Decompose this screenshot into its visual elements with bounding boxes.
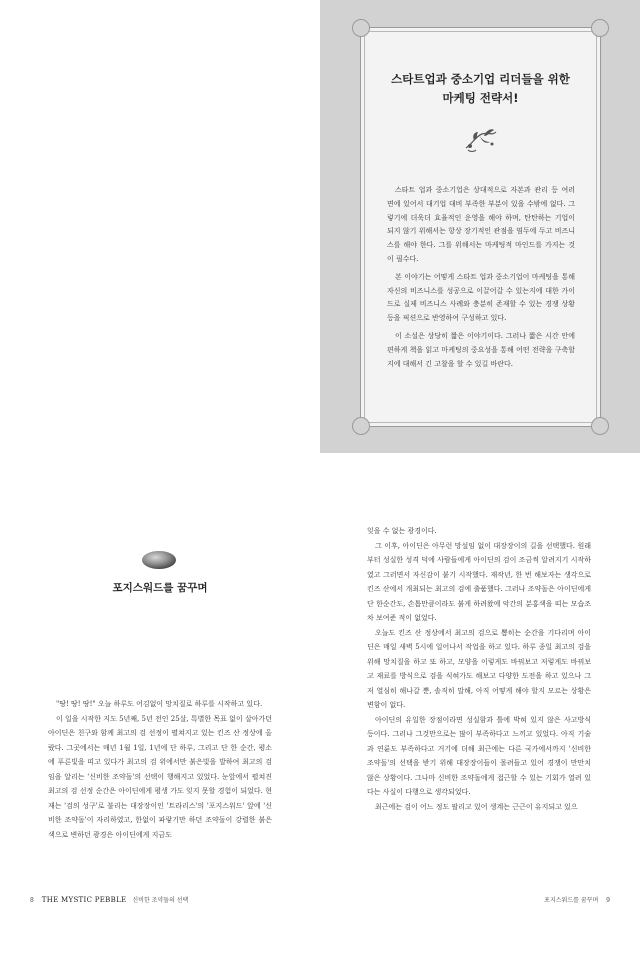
- book-subtitle: 신비한 조약돌의 선택: [132, 897, 189, 904]
- body-paragraph: 이 일을 시작한 지도 5년째, 5년 전인 25살, 특별한 목표 없이 살아가던 아이딘은 친구와 함께 최고의 검 선정이 펼쳐지고 있는 킨즈 산 정상에 올랐다. 그곳에서는 매년 1월 1일, 1년에 단 하루, 그리고 단 한 순간, 평소에 푸른빛을 띠고 있다가 최고의 검 위에서만 붉은빛을 발하여 최고의 검임을 알리는 '신비한 조약돌'의 선택이 행해지고 있었다. 눈앞에서 펼쳐진 최고의 검 선정 순간은 아이딘에게 평생 가도 잊지 못할 경험이 되었다. 현재는 '검의 성구'로 불리는 대장장이인 '트라리스'의 '포지스워드' 앞에 '신비한 조약돌'이 자리하였고, 한없이 파랗기만 하던 조약돌이 강렬한 붉은색으로 변하던 광경은 아이딘에게 지금도: [48, 714, 272, 839]
- body-paragraph: 잊을 수 없는 광경이다.: [367, 527, 437, 535]
- pebble-icon: [141, 550, 177, 570]
- page-number-left: 8: [30, 897, 34, 904]
- chapter-title: 포지스워드를 꿈꾸며: [112, 582, 208, 594]
- body-paragraph: 그 이후, 아이딘은 아무런 망설임 없이 대장장이의 길을 선택했다. 원래부터 성실한 성격 덕에 사람들에게 아이딘의 검이 조금씩 알려지기 시작하였고 그러면서 자신감이 붙기 시작했다. 재작년, 한 번 해보자는 생각으로 킨즈 산에서 개최되는 최고의 검에 출품했다. 그러나 조약돌은 아이딘에게 단 한순간도, 손톱만큼이라도 붉게 하려왔에 악간의 분홍색을 띠는 모습조차 보여준 적이 없었다.: [367, 541, 591, 622]
- footer-right: [544, 895, 610, 904]
- left-body-text: [48, 697, 272, 842]
- promo-title-line-1: 스타트업과 중소기업 리더들을 위한: [391, 72, 570, 86]
- body-paragraph: 최근에는 검이 어느 정도 팔리고 있어 생계는 근근이 유지되고 있으: [375, 802, 578, 811]
- floral-ornament-icon: [462, 124, 500, 154]
- promo-title: [360, 70, 601, 108]
- running-chapter-title: 포지스워드를 꿈꾸며: [544, 897, 599, 904]
- footer-left: [30, 895, 188, 904]
- right-body-text: [367, 524, 591, 814]
- page-number-right: 9: [606, 897, 610, 904]
- book-title: THE MYSTIC PEBBLE: [41, 896, 127, 904]
- body-paragraph: 오늘도 킨즈 산 정상에서 최고의 검으로 뽑히는 순간을 기다리며 아이딘은 매일 새벽 5시에 일어나서 작업을 하고 있다. 하루 종일 최고의 검을 위해 망치질을 하고 또 하고, 모양을 이렇게도 바꿔보고 저렇게도 바꿔보고 재료를 방식으로 검을 식혀가도 해보고 다양한 도전을 하고 있으나 그저 열심히 해나갈 뿐, 솔직히 말해, 아직 어떻게 해야 할지 모르는 상황은 변함이 없다.: [367, 628, 591, 709]
- promo-paragraph: 스타트 업과 중소기업은 상대적으로 자본과 관리 등 여러 면에 있어서 대기업 대비 부족한 부분이 있을 수밖에 없다. 그렇기에 더욱더 효율적인 운영을 해야 하며, 탄탄하는 기업이 되지 않기 위해서는 항상 장기적인 관점을 염두에 두고 비즈니스를 해야 한다. 그를 위해서는 마케팅적 마인드를 가지는 것이 필수다.: [387, 186, 575, 263]
- body-paragraph: "땅! 땅! 땅!" 오늘 하루도 어김없이 망치질로 하루를 시작하고 있다.: [56, 700, 263, 708]
- promo-paragraph: 이 소설은 상당히 짧은 이야기이다. 그러나 짧은 시간 안에 편하게 책을 읽고 마케팅의 중요성을 통해 어떤 전략을 구축할지에 대해서 긴 고찰을 할 수 있길 바란다.: [387, 331, 575, 368]
- promo-title-line-2: 마케팅 전략서!: [442, 91, 519, 105]
- body-paragraph: 아이딘의 유일한 장점이라면 성실함과 틀에 박혀 있지 않은 사고방식 등이다. 그러나 그것만으로는 많이 부족하다고 느끼고 있었다. 아직 기술과 연륜도 부족하다고 거기에 더해 최근에는 다른 국가에서까지 '신비한 조약돌'의 선택을 받기 위해 대장장이들이 몰려들고 있어 경쟁이 만만치 않은 상황이다. 그나마 신비한 조약돌에게 접근할 수 있는 기회가 열려 있다는 사실이 다행으로 생각되었다.: [367, 715, 591, 796]
- promo-paragraph: 본 이야기는 어떻게 스타트 업과 중소기업이 마케팅을 통해 자신의 비즈니스를 성공으로 이끌어갈 수 있는지에 대한 가이드로 실제 비즈니스 사례와 충분히 존재할 수 있는 경쟁 상황 등을 픽션으로 반영하여 구성하고 있다.: [387, 272, 575, 323]
- promo-body: [387, 184, 575, 375]
